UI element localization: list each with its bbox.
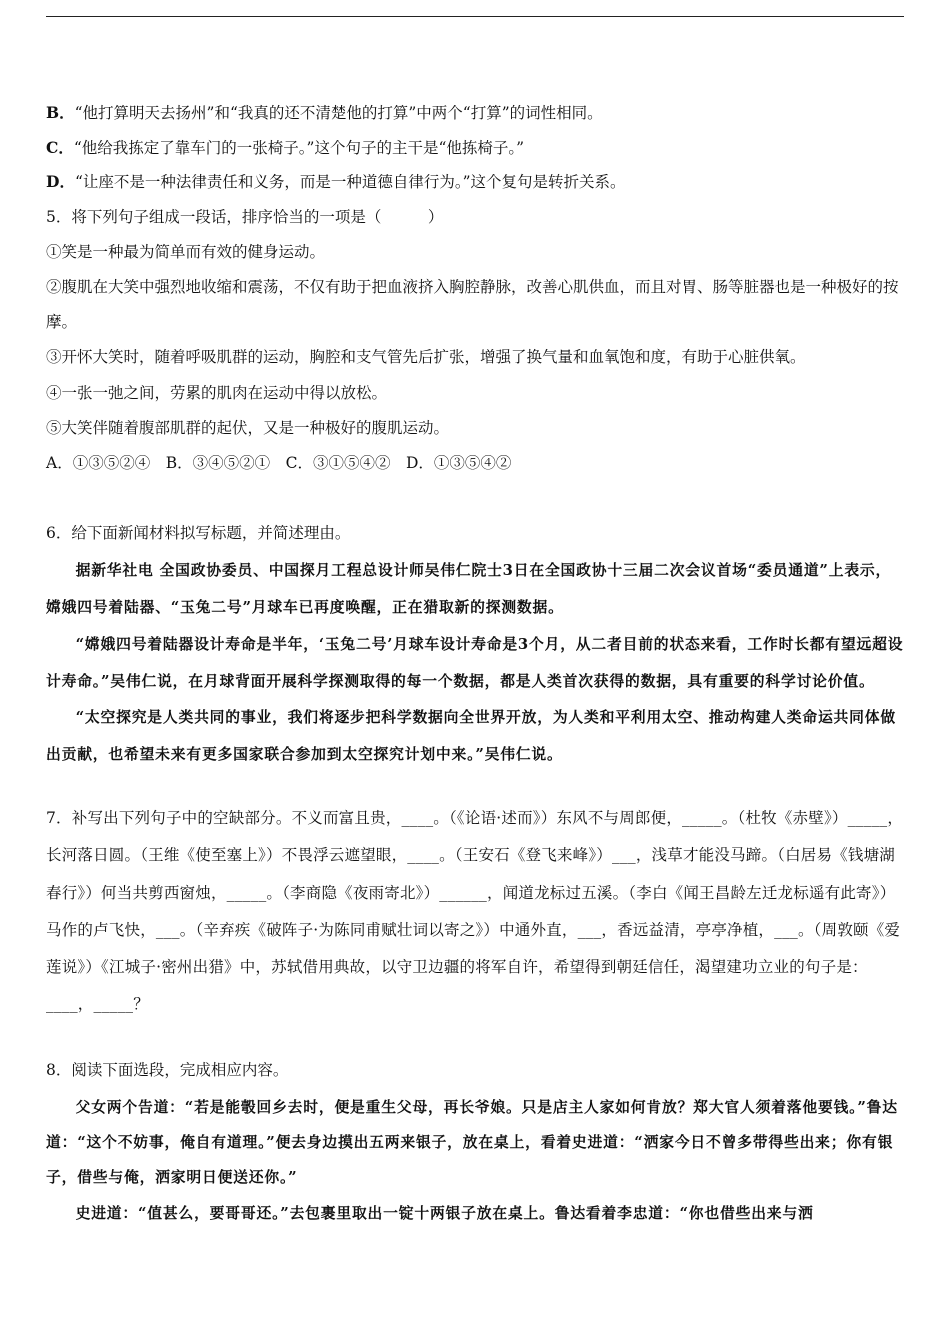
question-8-stem: 8．阅读下面选段，完成相应内容。 xyxy=(46,1060,289,1079)
passage-paragraph-1: 父女两个告道：“若是能彀回乡去时，便是重生父母，再长爷娘。只是店主人家如何肯放？郑大官人须着落他要钱。”鲁达道：“这个不妨事，俺自有道理。”便去身边摸出五两来银子，放在桌上，看着史进道：“洒家今日不曾多带得些出来；你有银子，借些与俺，洒家明日便送还你。” xyxy=(46,1098,898,1187)
sentence-1: ①笑是一种最为简单而有效的健身运动。 xyxy=(46,242,326,261)
option-label: D． xyxy=(46,172,75,191)
question-5-stem: 5．将下列句子组成一段话，排序恰当的一项是（ ） xyxy=(46,207,444,226)
sentence-3: ③开怀大笑时，随着呼吸肌群的运动，胸腔和支气管先后扩张，增强了换气量和血氧饱和度，有助于心脏供氧。 xyxy=(46,348,806,367)
question-4-options xyxy=(46,96,904,200)
news-paragraph-1: 据新华社电 全国政协委员、中国探月工程总设计师吴伟仁院士3日在全国政协十三届二次会议首场“委员通道”上表示，嫦娥四号着陆器、“玉兔二号”月球车已再度唤醒，正在猎取新的探测数据。 xyxy=(46,562,892,616)
header-rule xyxy=(46,16,904,17)
option-c xyxy=(46,131,904,166)
news-material xyxy=(46,553,904,774)
option-b xyxy=(46,96,904,131)
option-text: “他给我拣定了靠车门的一张椅子。”这个句子的主干是“他拣椅子。” xyxy=(73,138,525,157)
sentence-2: ②腹肌在大笑中强烈地收缩和震荡，不仅有助于把血液挤入胸腔静脉，改善心肌供血，而且对胃、肠等脏器也是一种极好的按摩。 xyxy=(46,277,899,332)
question-6-stem: 6．给下面新闻材料拟写标题，并简述理由。 xyxy=(46,524,351,543)
option-label: B． xyxy=(46,103,75,122)
option-label: C． xyxy=(46,137,74,157)
news-paragraph-2: “嫦娥四号着陆器设计寿命是半年，‘玉兔二号’月球车设计寿命是3个月，从二者目前的状态来看，工作时长都有望远超设计寿命。”吴伟仁说，在月球背面开展科学探测取得的每一个数据，都是人类首次获得的数据，具有重要的科学讨论价值。 xyxy=(46,635,904,690)
news-paragraph-3: “太空探究是人类共同的事业，我们将逐步把科学数据向全世界开放，为人类和平利用太空、推动构建人类命运共同体做出贡献，也希望未来有更多国家联合参加到太空探究计划中来。”吴伟仁说。 xyxy=(46,709,896,764)
exam-page xyxy=(46,96,904,1231)
question-7-text: 7．补写出下列句子中的空缺部分。不义而富且贵，____。（《论语·述而》）东风不与周郎便，_____。（杜牧《赤壁》）_____，长河落日圆。（王维《使至塞上》）不畏浮云遮望眼，____。（王安石《登飞来峰》）___，浅草才能没马蹄。（白居易《钱塘湖春行》）何当共剪西窗烛，_____。（李商隐《夜雨寄北》）______，闻道龙标过五溪。（李白《闻王昌龄左迁龙标遥有此寄》）马作的卢飞快，___。（辛弃疾《破阵子·为陈同甫赋壮词以寄之》）中通外直，___，香远益清，亭亭净植，___。（周敦颐《爱莲说》）《江城子·密州出猎》中，苏轼借用典故，以守卫边疆的将军自许，希望得到朝廷信任，渴望建功立业的句子是：____，_____？ xyxy=(46,808,904,1014)
reading-passage xyxy=(46,1090,904,1231)
option-text: “他打算明天去扬州”和“我真的还不清楚他的打算”中两个“打算”的词性相同。 xyxy=(74,104,603,122)
question-7 xyxy=(46,800,904,1024)
question-5-choices: A．①③⑤②④ B．③④⑤②① C．③①⑤④② D．①③⑤④② xyxy=(46,453,512,472)
question-5 xyxy=(46,200,904,482)
passage-paragraph-2: 史进道：“值甚么，要哥哥还。”去包裹里取出一锭十两银子放在桌上。鲁达看着李忠道：“你也借些出来与洒 xyxy=(75,1204,814,1222)
option-d xyxy=(46,165,904,200)
sentence-4: ④一张一弛之间，劳累的肌肉在运动中得以放松。 xyxy=(46,383,388,402)
option-text: “让座不是一种法律责任和义务，而是一种道德自律行为。”这个复句是转折关系。 xyxy=(74,173,626,191)
sentence-5: ⑤大笑伴随着腹部肌群的起伏，又是一种极好的腹肌运动。 xyxy=(46,418,450,437)
